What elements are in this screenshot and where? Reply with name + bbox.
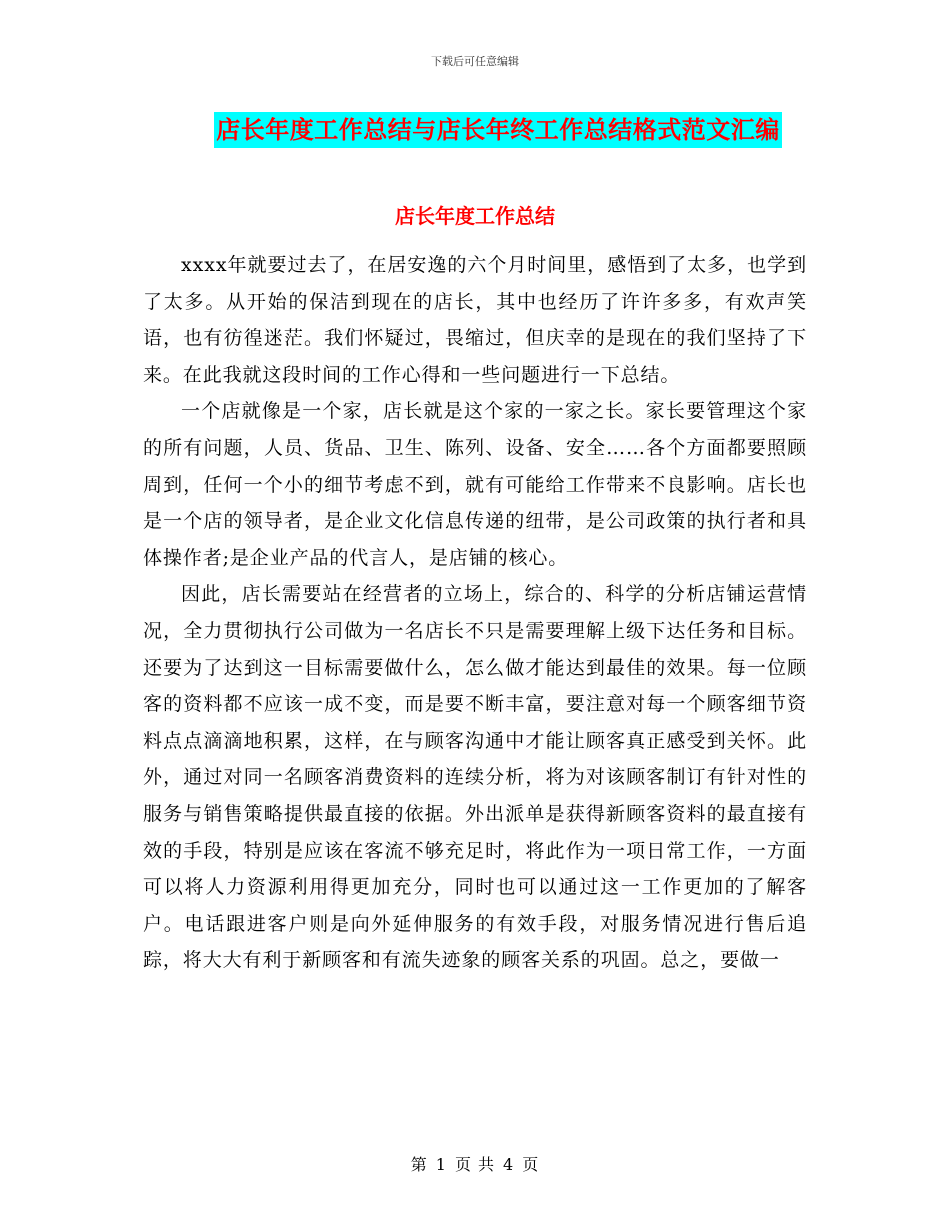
header-note: 下载后可任意编辑 (431, 55, 519, 68)
paragraph: 一个店就像是一个家，店长就是这个家的一家之长。家长要管理这个家的所有问题，人员、货品、卫生、陈列、设备、安全……各个方面都要照顾周到，任何一个小的细节考虑不到，就有可能给工作带来不良影响。店长也是一个店的领导者，是企业文化信息传递的纽带，是公司政策的执行者和具体操作者;是企业产品的代言人，是店铺的核心。 (143, 400, 807, 569)
section-title: 店长年度工作总结 (395, 204, 555, 228)
page-label-suffix: 页 (522, 1155, 540, 1174)
current-page-number: 1 (435, 1155, 447, 1174)
page-label-mid: 页 共 (454, 1155, 496, 1174)
page-label-prefix: 第 (410, 1155, 428, 1174)
paragraph: 因此，店长需要站在经营者的立场上，综合的、科学的分析店铺运营情况，全力贯彻执行公司做为一名店长不只是需要理解上级下达任务和目标。还要为了达到这一目标需要做什么，怎么做才能达到最佳的效果。每一位顾客的资料都不应该一成不变，而是要不断丰富，要注意对每一个顾客细节资料点点滴滴地积累，这样，在与顾客沟通中才能让顾客真正感受到关怀。此外，通过对同一名顾客消费资料的连续分析，将为对该顾客制订有针对性的服务与销售策略提供最直接的依据。外出派单是获得新顾客资料的最直接有效的手段，特别是应该在客流不够充足时，将此作为一项日常工作，一方面可以将人力资源利用得更加充分，同时也可以通过这一工作更加的了解客户。电话跟进客户则是向外延伸服务的有效手段，对服务情况进行售后追踪，将大大有利于新顾客和有流失迹象的顾客关系的巩固。总之，要做一 (143, 583, 807, 972)
paragraph: xxxx年就要过去了，在居安逸的六个月时间里，感悟到了太多，也学到了太多。从开始的保洁到现在的店长，其中也经历了许许多多，有欢声笑语，也有彷徨迷茫。我们怀疑过，畏缩过，但庆幸的是现在的我们坚持了下来。在此我就这段时间的工作心得和一些问题进行一下总结。 (143, 254, 807, 386)
document-title: 店长年度工作总结与店长年终工作总结格式范文汇编 (214, 112, 782, 148)
document-title-container (0, 112, 950, 148)
document-body (143, 247, 807, 979)
total-pages-number: 4 (503, 1155, 515, 1174)
page-footer (0, 1152, 950, 1175)
